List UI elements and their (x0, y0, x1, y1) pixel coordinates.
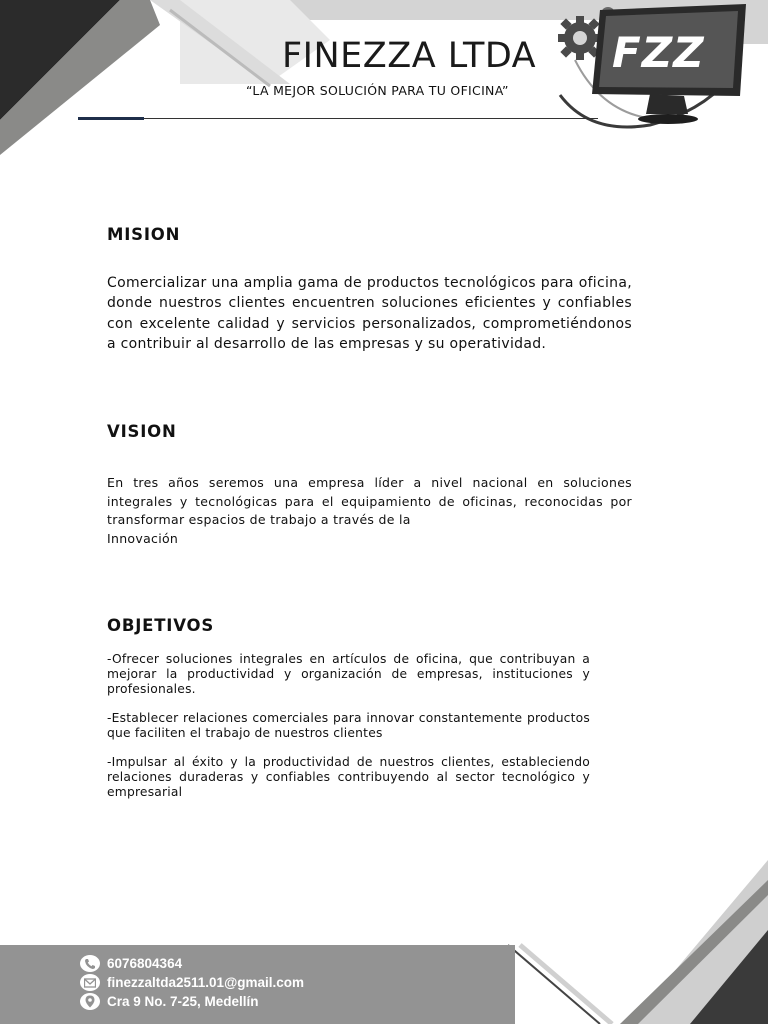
contact-email (80, 973, 304, 992)
company-name: FINEZZA LTDA (282, 36, 537, 76)
vision-title: VISION (107, 422, 177, 441)
contact-phone (80, 954, 182, 973)
email-text[interactable]: finezzaltda2511.01@gmail.com (107, 975, 304, 990)
phone-icon (80, 955, 100, 972)
slogan: “LA MEJOR SOLUCIÓN PARA TU OFICINA” (246, 83, 509, 98)
vision-text-last: Innovación (107, 530, 179, 546)
logo-text: FZZ (612, 28, 705, 77)
objetivo-item: -Ofrecer soluciones integrales en artículos de oficina, que contribuyan a mejorar la productividad y organización de empresas, instituciones y profesionales. (107, 652, 590, 696)
vision-text: En tres años seremos una empresa líder a nivel nacional en soluciones integrales y tecnológicas para el equipamiento de oficinas, reconocidas por transformar espacios de trabajo a través de la (107, 475, 632, 527)
location-pin-icon (80, 993, 100, 1010)
phone-text: 6076804364 (107, 956, 183, 971)
objetivos-title: OBJETIVOS (107, 616, 214, 635)
mision-title: MISION (107, 225, 181, 244)
mision-text: Comercializar una amplia gama de productos tecnológicos para oficina, donde nuestros clientes encuentren soluciones eficientes y confiables con excelente calidad y servicios personalizados, comprometiéndonos a contribuir al desarrollo de las empresas y su operatividad. (107, 275, 632, 352)
email-icon (80, 974, 100, 991)
objetivo-item: -Impulsar al éxito y la productividad de nuestros clientes, estableciendo relaciones duraderas y confiables contribuyendo al sector tecnológico y empresarial (107, 755, 590, 799)
address-text: Cra 9 No. 7-25, Medellín (107, 994, 259, 1009)
objetivo-item: -Establecer relaciones comerciales para innovar constantemente productos que faciliten el trabajo de nuestros clientes (107, 711, 590, 740)
contact-address (80, 992, 259, 1011)
